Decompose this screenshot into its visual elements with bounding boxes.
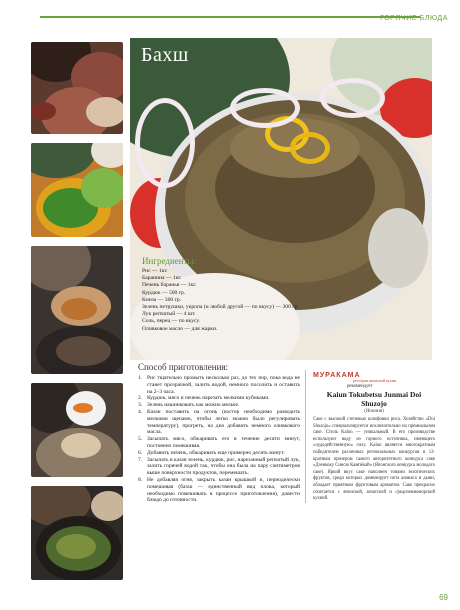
ingredient-item: Печень баранья — 1кг. — [142, 282, 197, 289]
step-text: Добавить печень, обжаривать еще примерно десять минут. — [147, 449, 285, 456]
step-number: 1. — [138, 375, 143, 381]
photo-teapot-kazan — [31, 383, 123, 477]
step-number: 3. — [138, 402, 143, 409]
step-text: Засыпать в казан зелень, курдюк, рис, нарезанный репчатый лук, залить горячей водой так, чтобы она была на пару сантиметров выше поверхности продуктов, перемешать. — [147, 456, 300, 477]
step-number: 7. — [138, 456, 143, 463]
ingredient-item: Зелень петрушки, укропа (и любой другой — по вкусу) — 300 гр. — [142, 304, 299, 311]
step-number: 8. — [138, 476, 143, 483]
step-text: Не добавляя огня, закрыть казан крышкой и, периодически помешивая (бахш — единственный вид плова, который необходимо помешивать в процессе приготовления), довести блюдо до готовности. — [147, 476, 300, 504]
step-number: 5. — [138, 436, 143, 443]
photo-cooked-bakhsh — [31, 486, 123, 580]
photo-kazan-pouring — [31, 246, 123, 374]
ingredient-item: Оливковое масло — для жарки. — [142, 325, 218, 332]
ingredients-block — [142, 256, 412, 333]
step-number: 2. — [138, 395, 143, 402]
step-text: Засыпать мясо, обжаривать его в течение десяти минут, постоянно помешивая. — [147, 436, 300, 449]
recommends-label: рекомендует — [347, 384, 373, 389]
photo-chopped-greens — [31, 143, 123, 237]
sake-name: Kaiun Tokubetsu Junmai Doi Shuzojo — [326, 390, 422, 408]
method-step — [138, 450, 300, 457]
ingredient-item: Кинза — 300 гр. — [142, 296, 182, 303]
photo-meat-cutting — [31, 42, 123, 134]
header-rule — [40, 16, 420, 18]
dish-title: Бахш — [141, 44, 189, 66]
ingredient-item: Курдюк — 500 гр. — [142, 289, 186, 296]
page-number: 69 — [439, 593, 448, 602]
sake-country: (Япония) — [364, 409, 384, 414]
method-title: Способ приготовления: — [138, 362, 229, 372]
step-number: 6. — [138, 449, 143, 456]
step-text: Курдюк, мясо и печень нарезать мелкими кубиками. — [147, 395, 270, 402]
method-step — [138, 395, 300, 402]
step-number: 4. — [138, 408, 143, 415]
step-text: Рис тщательно промыть несколько раз, до тех пор, пока вода не станет прозрачной, залить водой, немного посолить и оставить на 2–3 часа. — [147, 375, 300, 395]
method-step — [138, 409, 300, 436]
ingredient-item: Лук репчатый — 4 шт. — [142, 311, 196, 318]
method-steps — [138, 375, 300, 504]
method-block — [138, 362, 300, 504]
ingredients-title: Ингредиенты: — [142, 256, 197, 266]
section-label: ГОРЯЧИЕ БЛЮДА — [380, 15, 448, 22]
method-step — [138, 402, 300, 409]
step-text: Казан поставить на огонь (костер необходимо разводить мелкими щепами, чтобы легко можно было регулировать температуру), прогреть, на дно добавить немного оливкового масла. — [147, 408, 300, 436]
step-text: Зелень нашинковать как можно мельче. — [147, 402, 240, 409]
method-step — [138, 457, 300, 477]
sake-description: Саке с высокой степенью шлифовки риса. Хозяйство «Doi Shuzojo» специализируется исключительно на премиальном саке. Стиль Kaiun — уникальный. В его производстве используют воду из горного источника, имеющего «чудодейственную» силу. Kaiun является многократным победителем различных региональных конкурсов и 12-кратным призером самого авторитетного конкурса саке «Дзенкоку Синсю Кампёкай» (Японского конкурса молодого саке). Яркий вкус саке наполнен тонами экзотических фруктов, среди которых доминирует нота ананаса и дыни, обладает приятным фруктовым ароматом. Саке прекрасно сочетается с японской, азиатской и средиземноморской кухней. — [313, 417, 435, 502]
method-step — [138, 375, 300, 395]
ingredient-item: Рис — 1кг. — [142, 268, 168, 274]
restaurant-logo-subtitle: ресторан японской кухни — [353, 378, 397, 383]
method-step — [138, 436, 300, 450]
restaurant-logo: МУРАКАМА — [313, 372, 361, 379]
ingredient-item: Соль, перец — по вкусу. — [142, 318, 201, 325]
method-step — [138, 477, 300, 504]
sake-recommendation — [305, 370, 435, 503]
ingredient-item: Баранина — 1кг. — [142, 275, 182, 282]
